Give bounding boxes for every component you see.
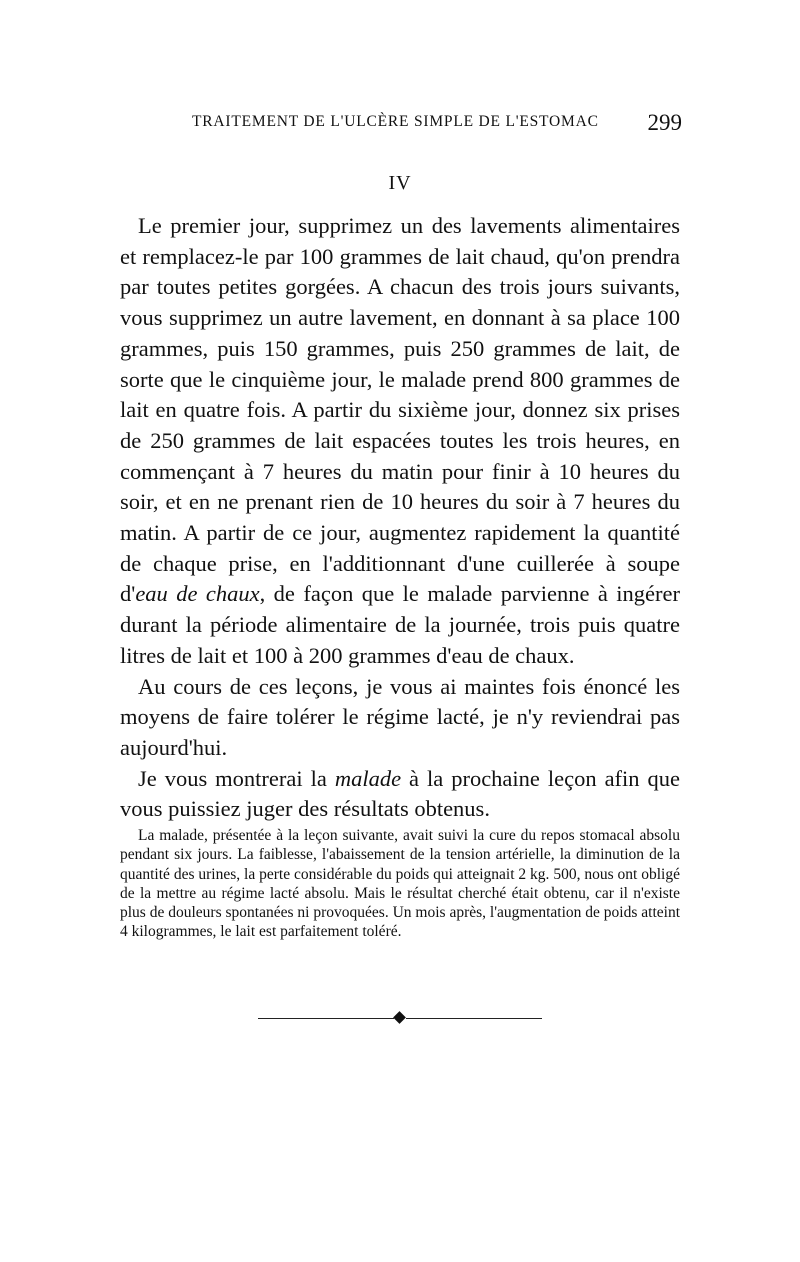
section-number: IV xyxy=(388,172,412,194)
running-header xyxy=(162,110,682,139)
ornament-rule-left xyxy=(258,1018,394,1019)
paragraph-text: , de façon que le malade parvienne à ingérer durant la période alimentaire de la journée, trois puis quatre litres de lait et 100 à 200 grammes d'eau de chaux. xyxy=(120,581,680,668)
footnote xyxy=(120,826,680,942)
ornament-rule-right xyxy=(406,1018,542,1019)
footnote-text: La malade, présentée à la leçon suivante, avait suivi la cure du repos stomacal absolu pendant six jours. La faiblesse, l'abaissement de la tension artérielle, la diminution de la quantité des urines, la perte considérable du poids qui atteignait 2 kg. 500, nous ont obligé de la mettre au régime lacté absolu. Mais le résultat cherché était obtenu, car il n'existe plus de douleurs spontanées ni provoquées. Un mois après, l'augmentation de poids atteint 4 kilogrammes, le lait est parfaitement toléré. xyxy=(120,827,680,941)
paragraph-text: Je vous montrerai la xyxy=(138,765,335,791)
page-number: 299 xyxy=(647,110,682,135)
paragraph-text: Au cours de ces leçons, je vous ai maintes fois énoncé les moyens de faire tolérer le régime lacté, je n'y reviendrai pas aujourd'hui. xyxy=(120,673,680,760)
diamond-ornament-icon xyxy=(393,1011,406,1024)
paragraph xyxy=(120,672,680,764)
body-text xyxy=(120,211,680,825)
running-header-title: TRAITEMENT DE L'ULCÈRE SIMPLE DE L'ESTOMAC xyxy=(192,113,599,130)
paragraph-text: à la prochaine leçon afin que vous puissiez juger des résultats obtenus. xyxy=(120,765,681,822)
paragraph-text: Le premier jour, supprimez un des lavements alimentaires et remplacez-le par 100 grammes de lait chaud, qu'on prendra par toutes petites gorgées. A chacun des trois jours suivants, vous supprimez un autre lavement, en donnant à sa place 100 grammes, puis 150 grammes, puis 250 grammes de lait, de sorte que le cinquième jour, le malade prend 800 grammes de lait en quatre fois. A partir du sixième jour, donnez six prises de 250 grammes de lait espacées toutes les trois heures, en commençant à 7 heures du matin pour finir à 10 heures du soir, et en ne prenant rien de 10 heures du soir à 7 heures du matin. A partir de ce jour, augmentez rapidement la quantité de chaque prise, en l'additionnant d'une cuillerée à soupe d' xyxy=(120,213,680,607)
paragraph xyxy=(120,764,680,825)
italic-text: malade xyxy=(334,765,402,791)
end-ornament xyxy=(258,1009,542,1029)
paragraph xyxy=(120,211,680,672)
italic-text: eau de chaux xyxy=(135,581,260,607)
